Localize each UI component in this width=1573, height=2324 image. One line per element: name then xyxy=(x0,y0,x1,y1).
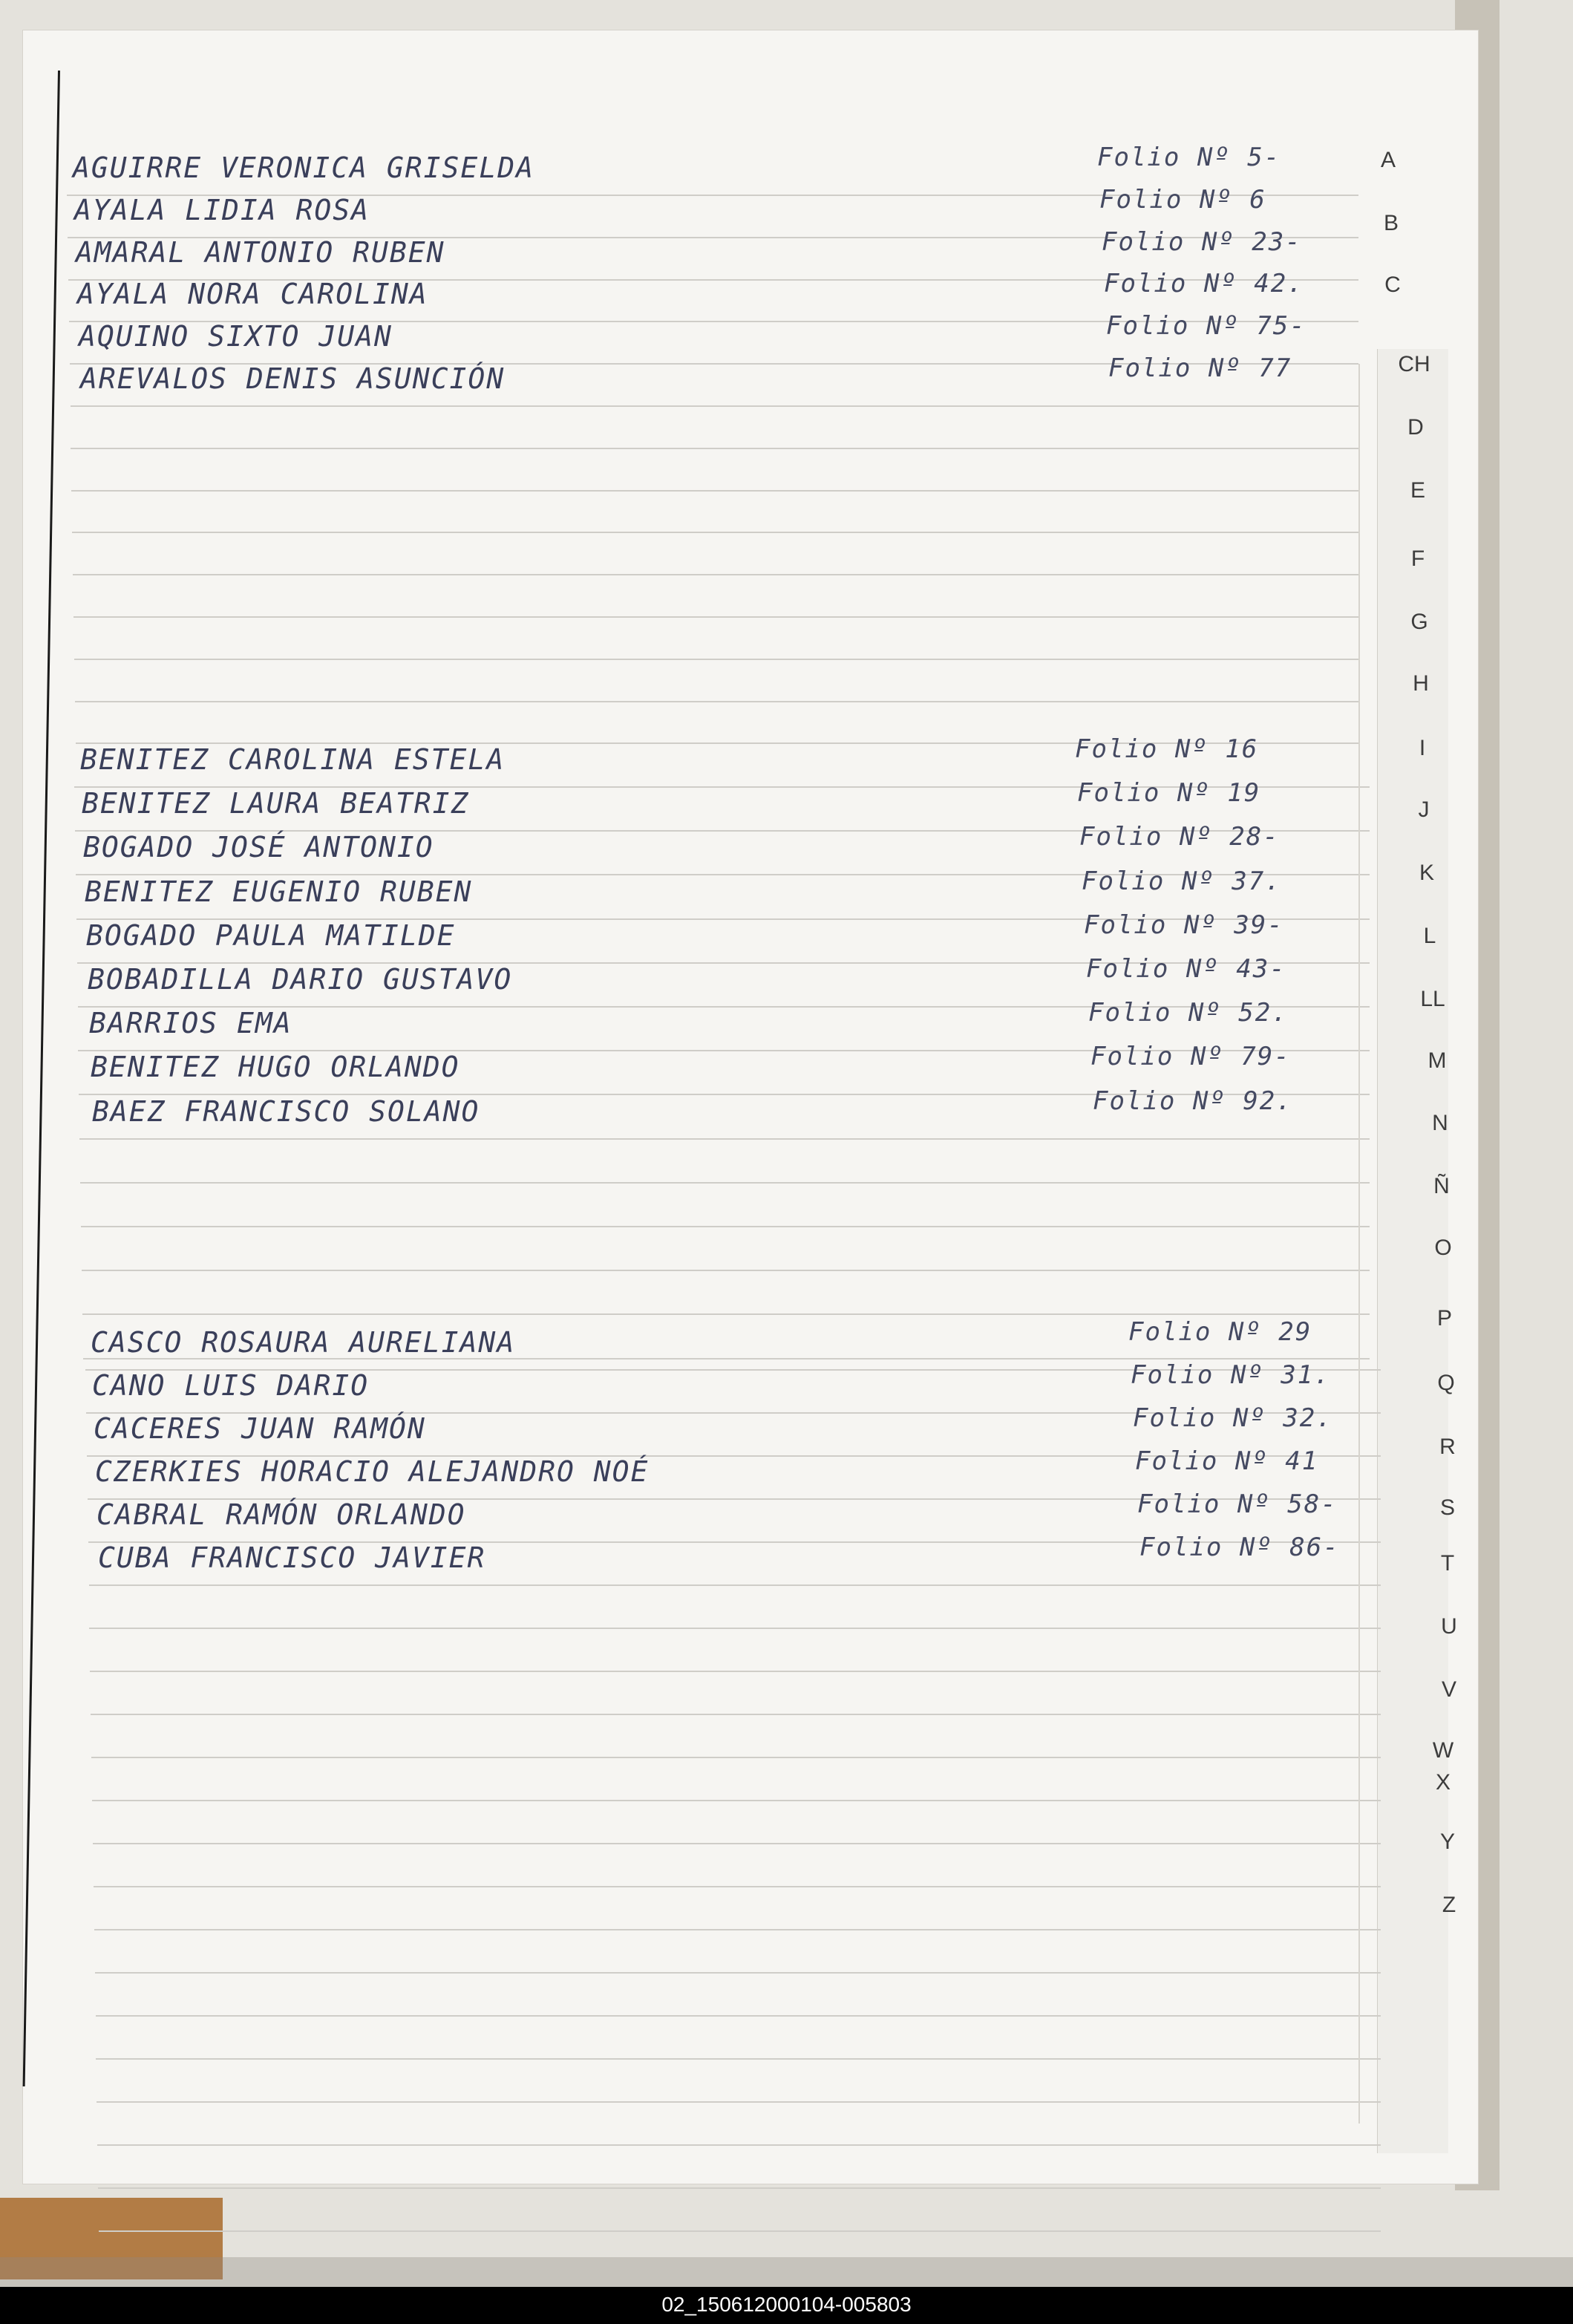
ruled-line xyxy=(89,1584,1381,1586)
ruled-line xyxy=(82,1270,1370,1271)
index-letter-e: E xyxy=(1410,478,1425,503)
entry-name: CASCO ROSAURA AURELIANA xyxy=(91,1326,516,1359)
ruled-line xyxy=(73,616,1358,618)
entry-folio: Folio Nº 23- xyxy=(1102,226,1302,257)
entry-folio: Folio Nº 58- xyxy=(1137,1489,1338,1519)
entry-name: AMARAL ANTONIO RUBEN xyxy=(76,235,445,269)
index-letter-l: L xyxy=(1423,924,1436,948)
ruled-line xyxy=(96,2058,1381,2060)
entry-name: CACERES JUAN RAMÓN xyxy=(94,1412,426,1445)
right-margin-line xyxy=(1358,364,1360,2124)
shadow xyxy=(0,2257,1573,2287)
entry-folio: Folio Nº 39- xyxy=(1084,910,1284,940)
index-letter-d: D xyxy=(1407,415,1424,440)
ruled-line xyxy=(90,1671,1381,1672)
index-letter-b: B xyxy=(1383,211,1399,235)
ruled-line xyxy=(82,1313,1370,1315)
index-letter-r: R xyxy=(1439,1434,1456,1459)
entry-name: BENITEZ HUGO ORLANDO xyxy=(91,1051,460,1084)
entry-name: AYALA LIDIA ROSA xyxy=(74,193,370,226)
entry-folio: Folio Nº 16 xyxy=(1075,734,1259,764)
ruled-line xyxy=(71,448,1358,449)
ruled-line xyxy=(91,1714,1381,1715)
ruled-line xyxy=(73,574,1358,575)
ruled-line xyxy=(81,1226,1370,1227)
image-caption: 02_150612000104-005803 xyxy=(661,2293,912,2316)
ruled-line xyxy=(99,2230,1381,2232)
ruled-line xyxy=(89,1628,1381,1629)
index-letter-f: F xyxy=(1410,546,1425,571)
entry-name: BOBADILLA DARIO GUSTAVO xyxy=(88,963,513,996)
ruled-line xyxy=(72,532,1358,533)
entry-folio: Folio Nº 28- xyxy=(1079,822,1280,852)
index-letter-m: M xyxy=(1428,1048,1447,1073)
ruled-line xyxy=(94,1929,1381,1930)
ruled-line xyxy=(97,2101,1381,2103)
ruled-line xyxy=(92,1800,1381,1801)
index-letter-y: Y xyxy=(1439,1830,1455,1854)
index-letter-ñ: Ñ xyxy=(1433,1174,1450,1198)
entry-name: AGUIRRE VERONICA GRISELDA xyxy=(73,151,534,184)
entry-name: BOGADO JOSÉ ANTONIO xyxy=(83,831,434,864)
index-letter-o: O xyxy=(1434,1236,1452,1260)
ruled-line xyxy=(94,1886,1381,1887)
index-letter-c: C xyxy=(1384,272,1401,297)
entry-name: BOGADO PAULA MATILDE xyxy=(86,918,456,952)
entry-folio: Folio Nº 32. xyxy=(1133,1403,1333,1433)
entry-folio: Folio Nº 31. xyxy=(1131,1360,1331,1390)
entry-folio: Folio Nº 75- xyxy=(1106,311,1307,342)
entry-folio: Folio Nº 41 xyxy=(1135,1446,1319,1476)
entry-folio: Folio Nº 52. xyxy=(1088,998,1289,1028)
index-letter-i: I xyxy=(1419,736,1426,760)
ruled-line xyxy=(95,1972,1381,1974)
entry-name: CABRAL RAMÓN ORLANDO xyxy=(97,1498,466,1531)
entry-name: BARRIOS EMA xyxy=(89,1007,292,1040)
entry-folio: Folio Nº 77 xyxy=(1108,353,1292,383)
entry-name: BENITEZ EUGENIO RUBEN xyxy=(85,875,473,908)
ruled-line xyxy=(98,2187,1381,2189)
entry-name: BENITEZ CAROLINA ESTELA xyxy=(80,743,506,776)
entry-name: CZERKIES HORACIO ALEJANDRO NOÉ xyxy=(95,1455,650,1488)
entry-folio: Folio Nº 37. xyxy=(1082,866,1282,896)
entry-name: AQUINO SIXTO JUAN xyxy=(79,320,393,353)
entry-folio: Folio Nº 19 xyxy=(1077,778,1261,809)
ruled-line xyxy=(79,1138,1370,1140)
ruled-line xyxy=(96,2015,1381,2017)
index-letter-w: W xyxy=(1432,1738,1454,1763)
ruled-line xyxy=(75,701,1358,702)
index-letter-ch: CH xyxy=(1398,352,1430,376)
entry-folio: Folio Nº 5- xyxy=(1097,143,1281,172)
entry-folio: Folio Nº 6 xyxy=(1099,184,1266,215)
ruled-line xyxy=(80,1182,1370,1184)
index-letter-h: H xyxy=(1413,671,1429,696)
index-letter-x: X xyxy=(1435,1770,1451,1795)
entry-folio: Folio Nº 43- xyxy=(1086,954,1286,984)
entry-folio: Folio Nº 79- xyxy=(1090,1042,1291,1072)
ruled-line xyxy=(71,490,1358,492)
index-letter-u: U xyxy=(1441,1614,1457,1639)
entry-name: CANO LUIS DARIO xyxy=(92,1369,370,1402)
index-letter-ll: LL xyxy=(1420,987,1445,1011)
index-letter-p: P xyxy=(1436,1306,1452,1331)
ruled-line xyxy=(74,659,1358,660)
entry-name: AREVALOS DENIS ASUNCIÓN xyxy=(80,362,506,395)
entry-name: BENITEZ LAURA BEATRIZ xyxy=(82,787,470,820)
entry-name: CUBA FRANCISCO JAVIER xyxy=(98,1541,486,1574)
index-letter-v: V xyxy=(1441,1677,1456,1702)
index-letter-z: Z xyxy=(1442,1893,1456,1917)
entry-folio: Folio Nº 86- xyxy=(1139,1533,1340,1562)
index-letter-k: K xyxy=(1419,861,1434,885)
index-letter-s: S xyxy=(1439,1495,1455,1520)
index-letter-a: A xyxy=(1380,148,1396,172)
entry-folio: Folio Nº 92. xyxy=(1093,1086,1293,1116)
ruled-line xyxy=(71,405,1359,407)
entry-folio: Folio Nº 42. xyxy=(1104,269,1304,299)
ruled-line xyxy=(93,1843,1381,1844)
index-letter-n: N xyxy=(1432,1111,1448,1135)
index-letter-t: T xyxy=(1440,1551,1455,1576)
index-letter-j: J xyxy=(1418,797,1430,822)
entry-name: AYALA NORA CAROLINA xyxy=(77,278,428,311)
ruled-line xyxy=(97,2144,1381,2146)
entry-folio: Folio Nº 29 xyxy=(1128,1317,1312,1347)
entry-name: BAEZ FRANCISCO SOLANO xyxy=(92,1094,480,1128)
index-letter-g: G xyxy=(1410,610,1428,634)
index-letter-q: Q xyxy=(1437,1371,1455,1395)
ruled-line xyxy=(91,1757,1381,1758)
